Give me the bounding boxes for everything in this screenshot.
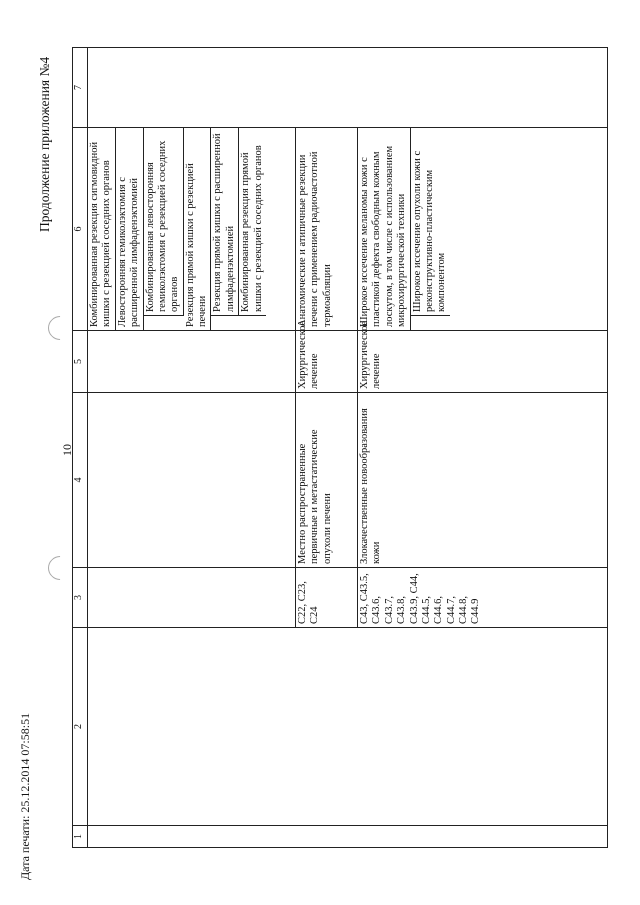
method-item: Левосторонняя гемиколэктомия с расширенной лимфаденэктомией bbox=[116, 128, 144, 330]
cell-profile bbox=[88, 628, 608, 826]
cell-diagnosis: Злокачественные новообразования кожи bbox=[358, 393, 608, 568]
print-date: Дата печати: 25.12.2014 07:58:51 bbox=[18, 712, 32, 880]
column-header: 2 bbox=[73, 628, 88, 826]
column-header: 5 bbox=[73, 331, 88, 393]
page-title: Продолжение приложения №4 bbox=[37, 56, 52, 232]
cell-diagnosis bbox=[88, 393, 296, 568]
column-header: 6 bbox=[73, 128, 88, 331]
cell-treatment: Хирургическое лечение bbox=[358, 331, 608, 393]
cell-diagnosis: Местно распространенные первичные и метастатические опухоли печени bbox=[296, 393, 358, 568]
page-number: 10 bbox=[60, 444, 74, 456]
cell-methods bbox=[358, 128, 608, 331]
column-header: 1 bbox=[73, 826, 88, 848]
cell-treatment bbox=[88, 331, 296, 393]
column-header: 3 bbox=[73, 568, 88, 628]
method-item: Комбинированная резекция прямой кишки с резекцией соседних органов bbox=[239, 128, 266, 316]
column-header: 4 bbox=[73, 393, 88, 568]
method-item: Резекция прямой кишки с резекцией печени bbox=[184, 128, 212, 330]
cell-method: Анатомические и атипичные резекции печени с применением радиочастотной термоабляции bbox=[296, 128, 358, 331]
table-header-row bbox=[73, 48, 88, 848]
cell-cost bbox=[88, 48, 608, 128]
cell-methods bbox=[88, 128, 296, 331]
method-item: Широкое иссечение меланомы кожи с пластикой дефекта свободным кожным лоскутом, в том числе с использованием микрохирургической техники bbox=[358, 128, 411, 330]
cell-codes: C22, C23, C24 bbox=[296, 568, 358, 628]
appendix-table-container bbox=[72, 48, 608, 848]
table-row bbox=[88, 48, 296, 848]
appendix-table bbox=[72, 47, 608, 848]
cell-codes: C43, C43.5, C43.6, C43.7, C43.8, C43.9, C44, C44.5, C44.6, C44.7, C44.8, C44.9 bbox=[358, 568, 608, 628]
method-item: Комбинированная левосторонняя гемиколэктомия с резекцией соседних органов bbox=[144, 128, 184, 316]
method-item: Комбинированная резекция сигмовидной кишки с резекцией соседних органов bbox=[88, 128, 116, 330]
cell-treatment: Хирургическое лечение bbox=[296, 331, 358, 393]
method-item: Широкое иссечение опухоли кожи с реконструктивно-пластическим компонентом bbox=[411, 128, 450, 316]
column-header: 7 bbox=[73, 48, 88, 128]
cell-number bbox=[88, 826, 608, 848]
method-item: Резекция прямой кишки с расширенной лимфаденэктомией bbox=[211, 128, 239, 316]
cell-codes bbox=[88, 568, 296, 628]
